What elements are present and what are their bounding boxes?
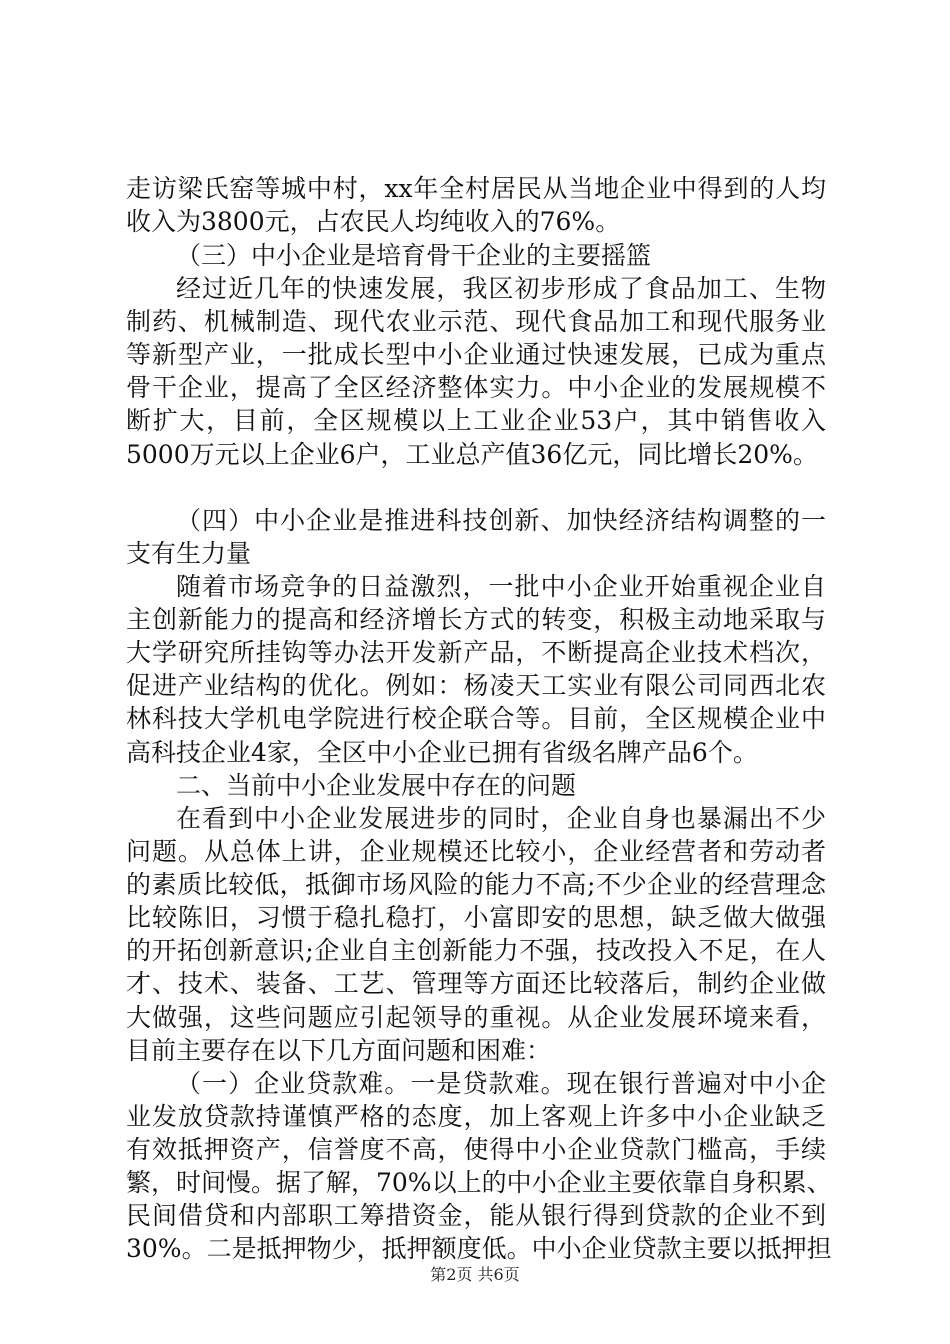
text-line: 经过近几年的快速发展，我区初步形成了食品加工、生物 [176, 274, 826, 303]
text-line: 业发放贷款持谨慎严格的态度，加上客观上许多中小企业缺乏 [126, 1102, 826, 1131]
text-line: 繁，时间慢。据了解，70%以上的中小企业主要依靠自身积累、 [126, 1168, 832, 1197]
text-line: 比较陈旧，习惯于稳扎稳打，小富即安的思想，缺乏做大做强 [126, 903, 826, 932]
text-line: 的素质比较低，抵御市场风险的能力不高;不少企业的经营理念 [126, 870, 826, 899]
text-line: 5000万元以上企业6户，工业总产值36亿元，同比增长20%。 [126, 440, 818, 469]
text-line: 高科技企业4家，全区中小企业已拥有省级名牌产品6个。 [126, 738, 758, 767]
text-line: 在看到中小企业发展进步的同时，企业自身也暴漏出不少 [176, 804, 826, 833]
text-line: 30%。二是抵押物少，抵押额度低。中小企业贷款主要以抵押担 [126, 1234, 832, 1263]
text-line: 目前主要存在以下几方面问题和困难： [126, 1036, 552, 1065]
text-line: 的开拓创新意识;企业自主创新能力不强，技改投入不足，在人 [126, 936, 826, 965]
text-line: （四）中小企业是推进科技创新、加快经济结构调整的一 [176, 506, 826, 535]
text-line: 制药、机械制造、现代农业示范、现代食品加工和现代服务业 [126, 307, 826, 336]
text-line: 促进产业结构的优化。例如：杨凌天工实业有限公司同西北农 [126, 671, 826, 700]
text-line: 骨干企业，提高了全区经济整体实力。中小企业的发展规模不 [126, 373, 826, 402]
page-footer: 第2页 共6页 [430, 1265, 520, 1284]
text-line: 林科技大学机电学院进行校企联合等。目前，全区规模企业中 [126, 704, 826, 733]
text-line: 断扩大，目前，全区规模以上工业企业53户，其中销售收入 [126, 406, 826, 435]
text-line: 才、技术、装备、工艺、管理等方面还比较落后，制约企业做 [126, 969, 826, 998]
text-line: （一）企业贷款难。一是贷款难。现在银行普遍对中小企 [176, 1069, 826, 1098]
text-line: 有效抵押资产，信誉度不高，使得中小企业贷款门槛高，手续 [126, 1135, 826, 1164]
text-line: （三）中小企业是培育骨干企业的主要摇篮 [176, 241, 652, 270]
text-line: 等新型产业，一批成长型中小企业通过快速发展，已成为重点 [126, 340, 826, 369]
text-line: 大做强，这些问题应引起领导的重视。从企业发展环境来看， [126, 1003, 826, 1032]
text-line: 民间借贷和内部职工筹措资金，能从银行得到贷款的企业不到 [126, 1201, 826, 1230]
text-line: 主创新能力的提高和经济增长方式的转变，积极主动地采取与 [126, 605, 826, 634]
text-line: 随着市场竞争的日益激烈，一批中小企业开始重视企业自 [176, 572, 826, 601]
text-line: 支有生力量 [126, 539, 252, 568]
text-line: 走访梁氏窑等城中村，xx年全村居民从当地企业中得到的人均 [126, 174, 826, 203]
text-line: 收入为3800元，占农民人均纯收入的76%。 [126, 207, 621, 236]
text-line: 二、当前中小企业发展中存在的问题 [176, 771, 577, 800]
text-line: 问题。从总体上讲，企业规模还比较小，企业经营者和劳动者 [126, 837, 826, 866]
text-line: 大学研究所挂钩等办法开发新产品，不断提高企业技术档次， [126, 638, 826, 667]
